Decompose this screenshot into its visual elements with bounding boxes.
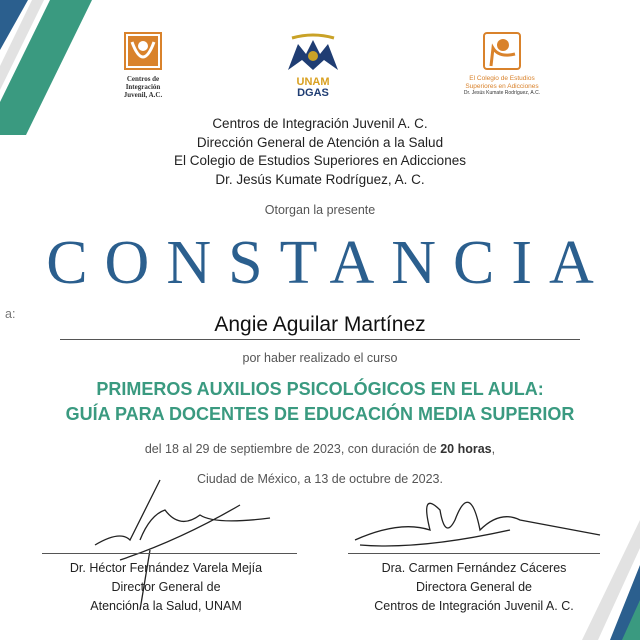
signatory-role: Atención a la Salud, UNAM <box>90 599 242 613</box>
certificate-heading: CONSTANCIA <box>46 229 611 297</box>
signatory-right <box>324 559 624 616</box>
signatory-name: Dr. Héctor Fernández Varela Mejía <box>69 561 263 575</box>
course-title-line: PRIMEROS AUXILIOS PSICOLÓGICOS EN EL AULA: <box>96 379 544 399</box>
signatory-left <box>16 559 316 616</box>
cij-logo-line: Juvenil, A.C. <box>123 91 163 99</box>
dates-prefix: del 18 al 29 de septiembre de 2023, con duración de <box>144 442 441 456</box>
course-intro: por haber realizado el curso <box>242 351 398 365</box>
institution-line: Dr. Jesús Kumate Rodríguez, A. C. <box>215 171 425 187</box>
unam-eagle-icon <box>284 32 342 72</box>
signature-right <box>355 502 600 546</box>
course-title-line: GUÍA PARA DOCENTES DE EDUCACIÓN MEDIA SUPERIOR <box>65 404 575 424</box>
institution-line: Centros de Integración Juvenil A. C. <box>212 116 428 131</box>
colegio-logo-icon <box>483 32 521 70</box>
colegio-logo-line: Dr. Jesús Kumate Rodríguez, A.C. <box>463 90 541 96</box>
cij-logo <box>118 32 168 99</box>
recipient-name: Angie Aguilar Martínez <box>214 313 426 336</box>
signatory-role: Director General de <box>111 580 221 594</box>
signature-line-left <box>42 553 297 554</box>
colegio-logo <box>450 32 554 98</box>
recipient-underline <box>60 339 580 340</box>
course-dates <box>0 442 640 456</box>
dgas-text: DGAS <box>297 87 329 99</box>
institution-line: Dirección General de Atención a la Salud <box>196 134 444 150</box>
cij-logo-line: Integración <box>125 83 161 91</box>
cij-logo-icon <box>124 32 162 70</box>
colegio-logo-line: El Colegio de Estudios <box>469 75 535 82</box>
to-label: a: <box>5 307 16 321</box>
dates-suffix: , <box>491 442 496 456</box>
signatory-name: Dra. Carmen Fernández Cáceres <box>381 561 567 575</box>
grant-text: Otorgan la presente <box>264 203 376 217</box>
signatory-role: Directora General de <box>415 580 533 594</box>
course-hours: 20 horas <box>440 442 492 456</box>
institution-line: El Colegio de Estudios Superiores en Adicciones <box>174 153 466 168</box>
unam-text: UNAM <box>296 76 330 88</box>
signatory-role: Centros de Integración Juvenil A. C. <box>374 599 574 613</box>
signature-line-right <box>348 553 600 554</box>
cij-logo-line: Centros de <box>126 75 160 83</box>
place-date: Ciudad de México, a 13 de octubre de 2023. <box>196 472 443 486</box>
issuing-institutions <box>0 115 640 189</box>
unam-dgas-logo <box>284 32 342 99</box>
colegio-logo-line: Superiores en Adicciones <box>465 82 539 90</box>
